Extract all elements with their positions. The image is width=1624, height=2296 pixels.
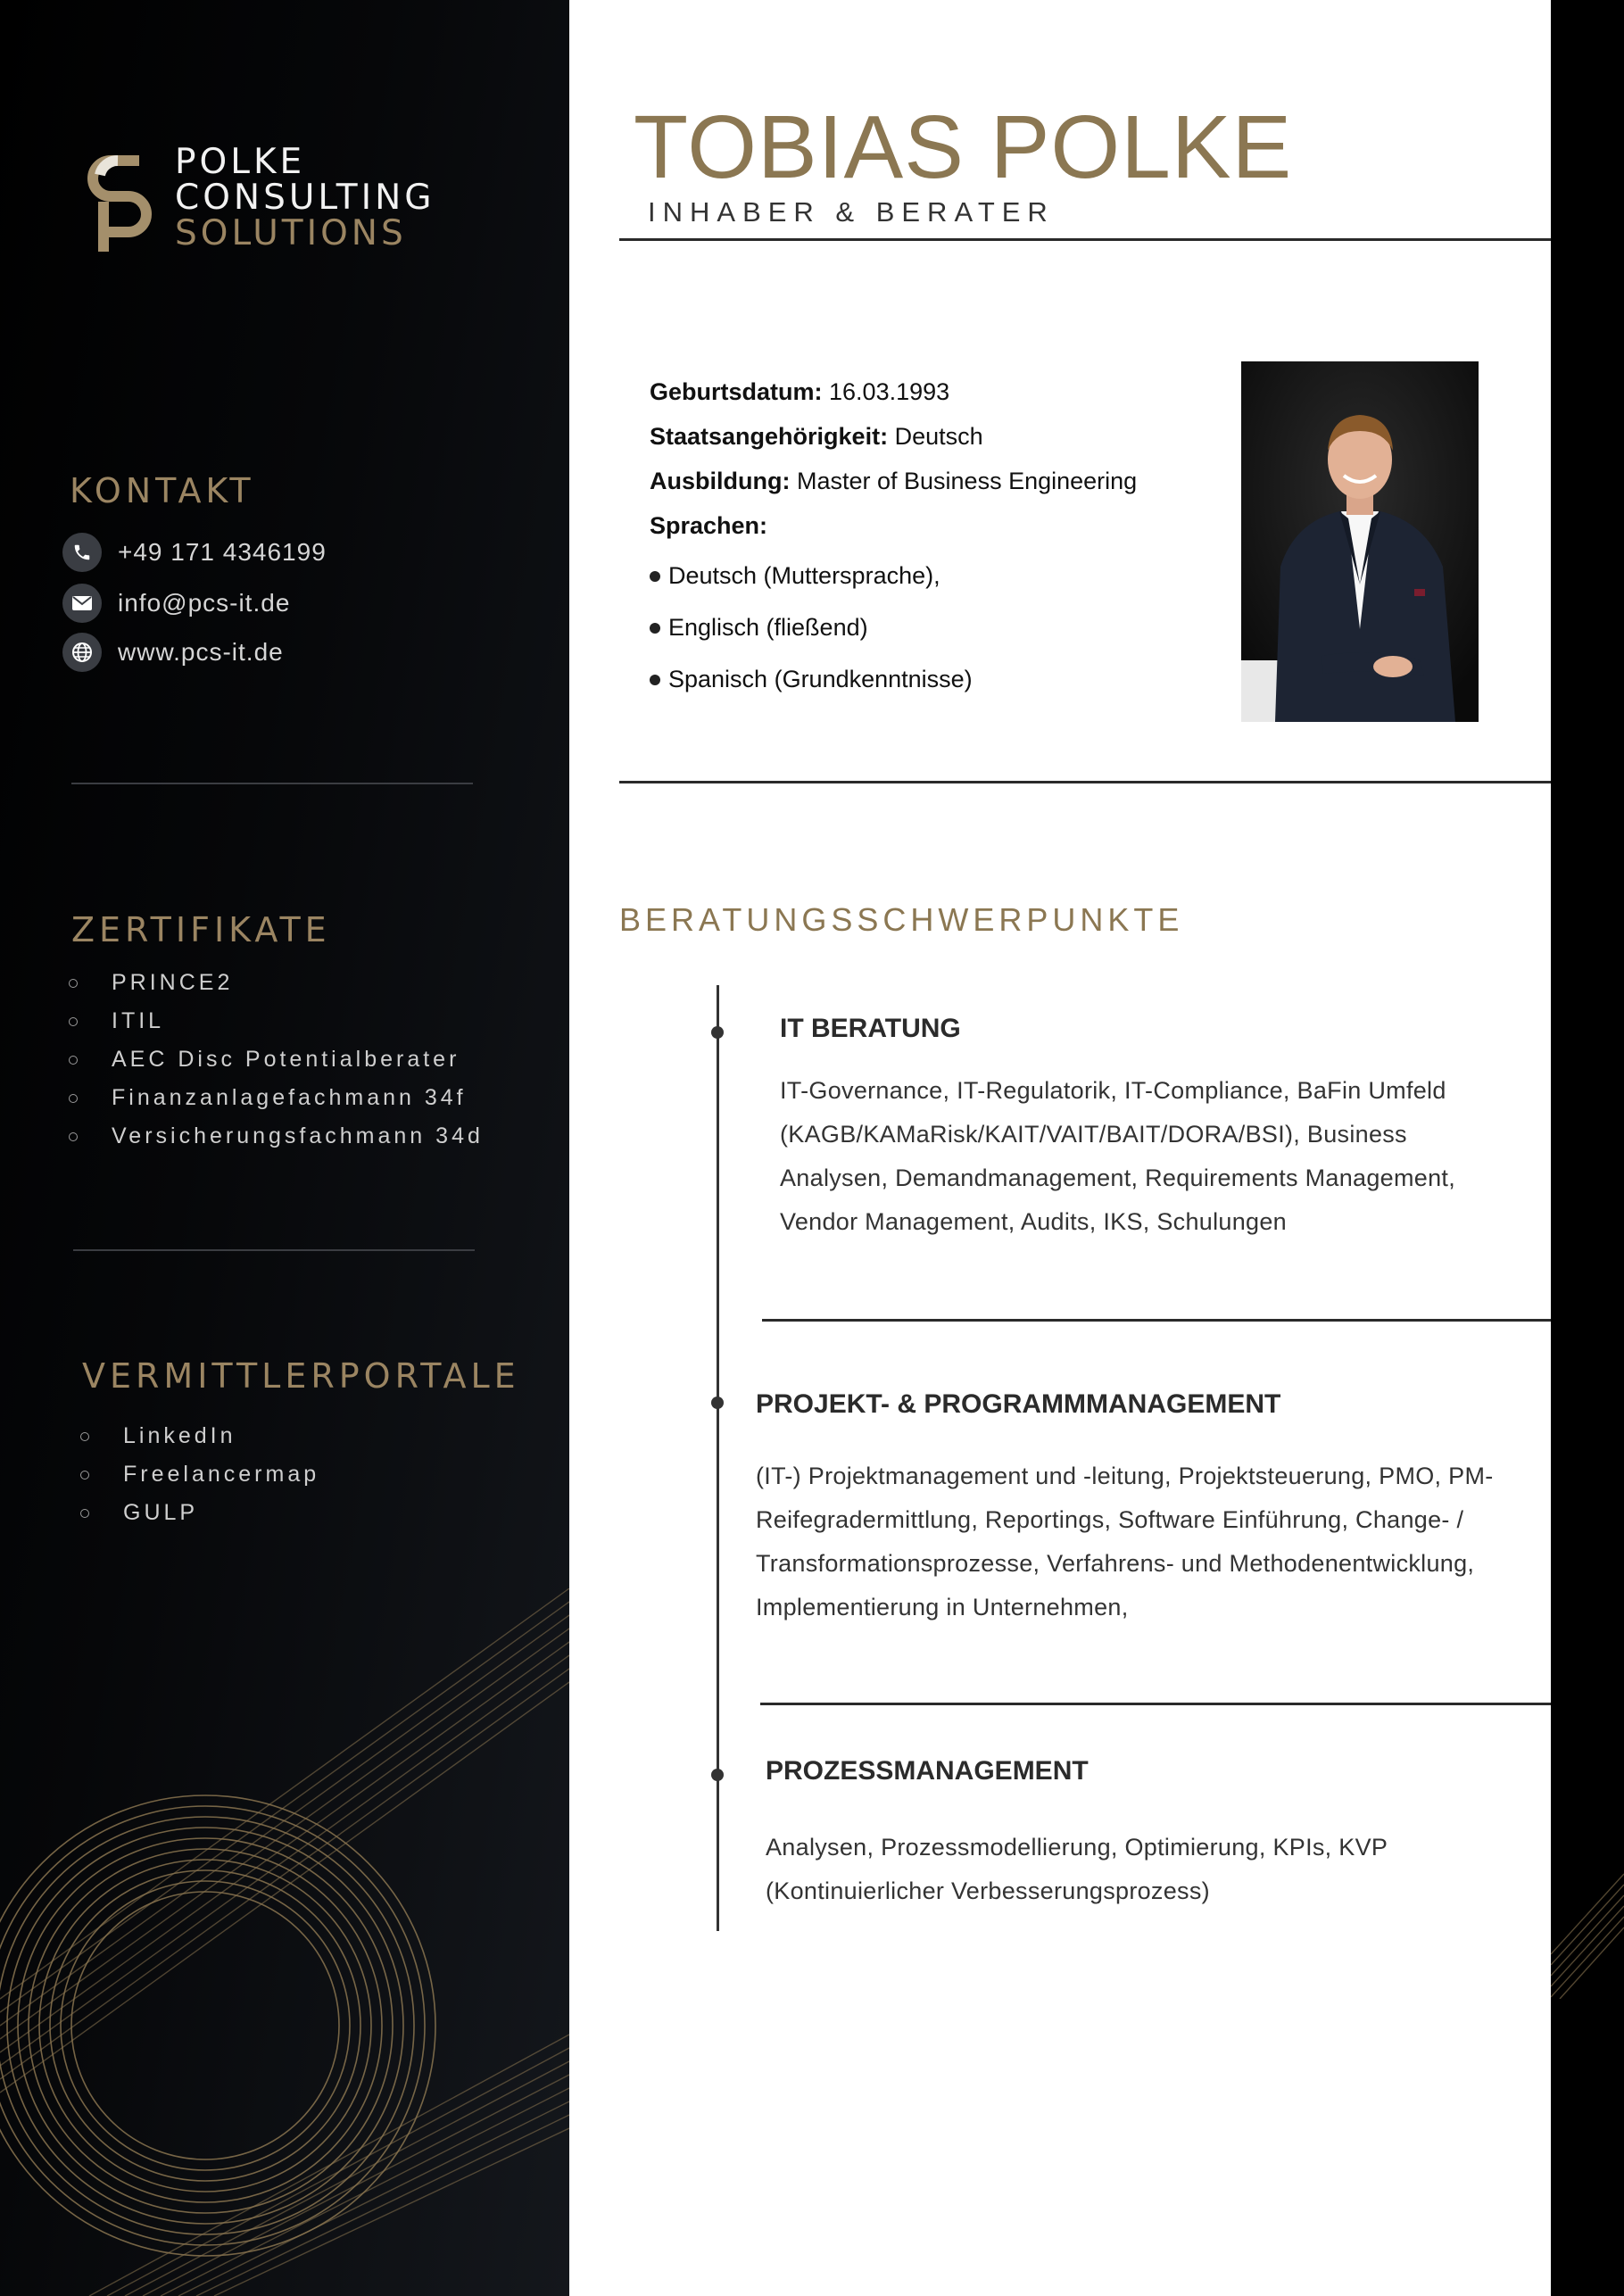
- info-rule: [619, 781, 1551, 783]
- certificate-item: Finanzanlagefachmann 34f: [67, 1079, 484, 1117]
- phone-icon: [62, 533, 102, 572]
- mail-icon: [62, 584, 102, 623]
- email-address: info@pcs-it.de: [118, 589, 291, 617]
- circle-bullet-icon: [69, 979, 78, 988]
- birthdate-line: Geburtsdatum: 16.03.1993: [650, 378, 950, 405]
- section-title-it: IT BERATUNG: [780, 1014, 961, 1043]
- section-rule: [760, 1703, 1551, 1705]
- focus-heading: BERATUNGSSCHWERPUNKTE: [619, 901, 1184, 938]
- certificate-item: PRINCE2: [67, 964, 484, 1002]
- language-item: Deutsch (Muttersprache),: [650, 562, 940, 590]
- bullet-dot-icon: [650, 623, 660, 634]
- person-role: INHABER & BERATER: [648, 196, 1055, 228]
- logo-line-3: SOLUTIONS: [175, 213, 407, 253]
- circle-bullet-icon: [80, 1509, 89, 1518]
- circle-bullet-icon: [69, 1132, 78, 1141]
- certificates-list: [67, 964, 484, 1156]
- portals-heading: VERMITTLERPORTALE: [82, 1356, 520, 1396]
- portal-item[interactable]: LinkedIn: [79, 1417, 319, 1455]
- header-rule: [619, 238, 1551, 241]
- decorative-gold-lines-right: [1551, 1820, 1624, 1999]
- language-item: Englisch (fließend): [650, 614, 868, 642]
- divider-contact: [71, 783, 473, 784]
- contact-email[interactable]: [62, 584, 290, 623]
- phone-number: +49 171 4346199: [118, 538, 327, 566]
- section-body-it: IT-Governance, IT-Regulatorik, IT-Compliance, BaFin Umfeld (KAGB/KAMaRisk/KAIT/VAIT/BAIT/DORA/BSI), Business Analysen, Demandmanagement, Requirements Management, Vendor Management, Audits, IKS, Schulungen: [780, 1077, 1456, 1235]
- logo-line-1: POLKE: [175, 142, 306, 182]
- divider-certificates: [73, 1249, 475, 1251]
- timeline-dot: [711, 1397, 724, 1409]
- circle-bullet-icon: [80, 1471, 89, 1480]
- main-content: [569, 0, 1551, 2296]
- language-item: Spanisch (Grundkenntnisse): [650, 666, 973, 693]
- portrait-photo: [1241, 361, 1479, 722]
- logo-mark-icon: [87, 148, 152, 253]
- right-border-strip: [1551, 0, 1624, 2296]
- logo-line-2: CONSULTING: [175, 178, 435, 218]
- bullet-dot-icon: [650, 675, 660, 685]
- section-body-process: Analysen, Prozessmodellierung, Optimierung, KPIs, KVP (Kontinuierlicher Verbesserungsprozess): [766, 1834, 1388, 1904]
- timeline-line: [717, 985, 719, 1931]
- section-title-process: PROZESSMANAGEMENT: [766, 1756, 1089, 1786]
- portals-list: [79, 1417, 319, 1532]
- contact-heading: KONTAKT: [70, 471, 255, 510]
- section-rule: [762, 1319, 1551, 1322]
- decorative-gold-lines: [0, 1588, 569, 2296]
- contact-website[interactable]: [62, 633, 284, 672]
- sidebar: [0, 0, 569, 2296]
- logo-text: [175, 142, 569, 253]
- circle-bullet-icon: [69, 1056, 78, 1065]
- contact-phone[interactable]: [62, 533, 327, 572]
- education-line: Ausbildung: Master of Business Engineering: [650, 468, 1138, 494]
- section-title-project: PROJEKT- & PROGRAMMMANAGEMENT: [756, 1389, 1281, 1419]
- portal-item[interactable]: Freelancermap: [79, 1455, 319, 1494]
- timeline-dot: [711, 1769, 724, 1781]
- website-url: www.pcs-it.de: [118, 638, 284, 666]
- nationality-line: Staatsangehörigkeit: Deutsch: [650, 423, 983, 450]
- certificate-item: ITIL: [67, 1002, 484, 1040]
- certificate-item: Versicherungsfachmann 34d: [67, 1117, 484, 1156]
- circle-bullet-icon: [80, 1432, 89, 1441]
- bullet-dot-icon: [650, 571, 660, 582]
- circle-bullet-icon: [69, 1094, 78, 1103]
- certificate-item: AEC Disc Potentialberater: [67, 1040, 484, 1079]
- person-name: TOBIAS POLKE: [634, 97, 1293, 197]
- languages-label: Sprachen:: [650, 512, 768, 539]
- portal-item[interactable]: GULP: [79, 1494, 319, 1532]
- globe-icon: [62, 633, 102, 672]
- timeline-dot: [711, 1026, 724, 1039]
- section-body-project: (IT-) Projektmanagement und -leitung, Projektsteuerung, PMO, PM-Reifegradermittlung, Reportings, Software Einführung, Change- / Transformationsprozesse, Verfahrens- und Methodenentwicklung, Implementierung in Unternehmen,: [756, 1463, 1494, 1620]
- certificates-heading: ZERTIFIKATE: [71, 910, 331, 949]
- circle-bullet-icon: [69, 1017, 78, 1026]
